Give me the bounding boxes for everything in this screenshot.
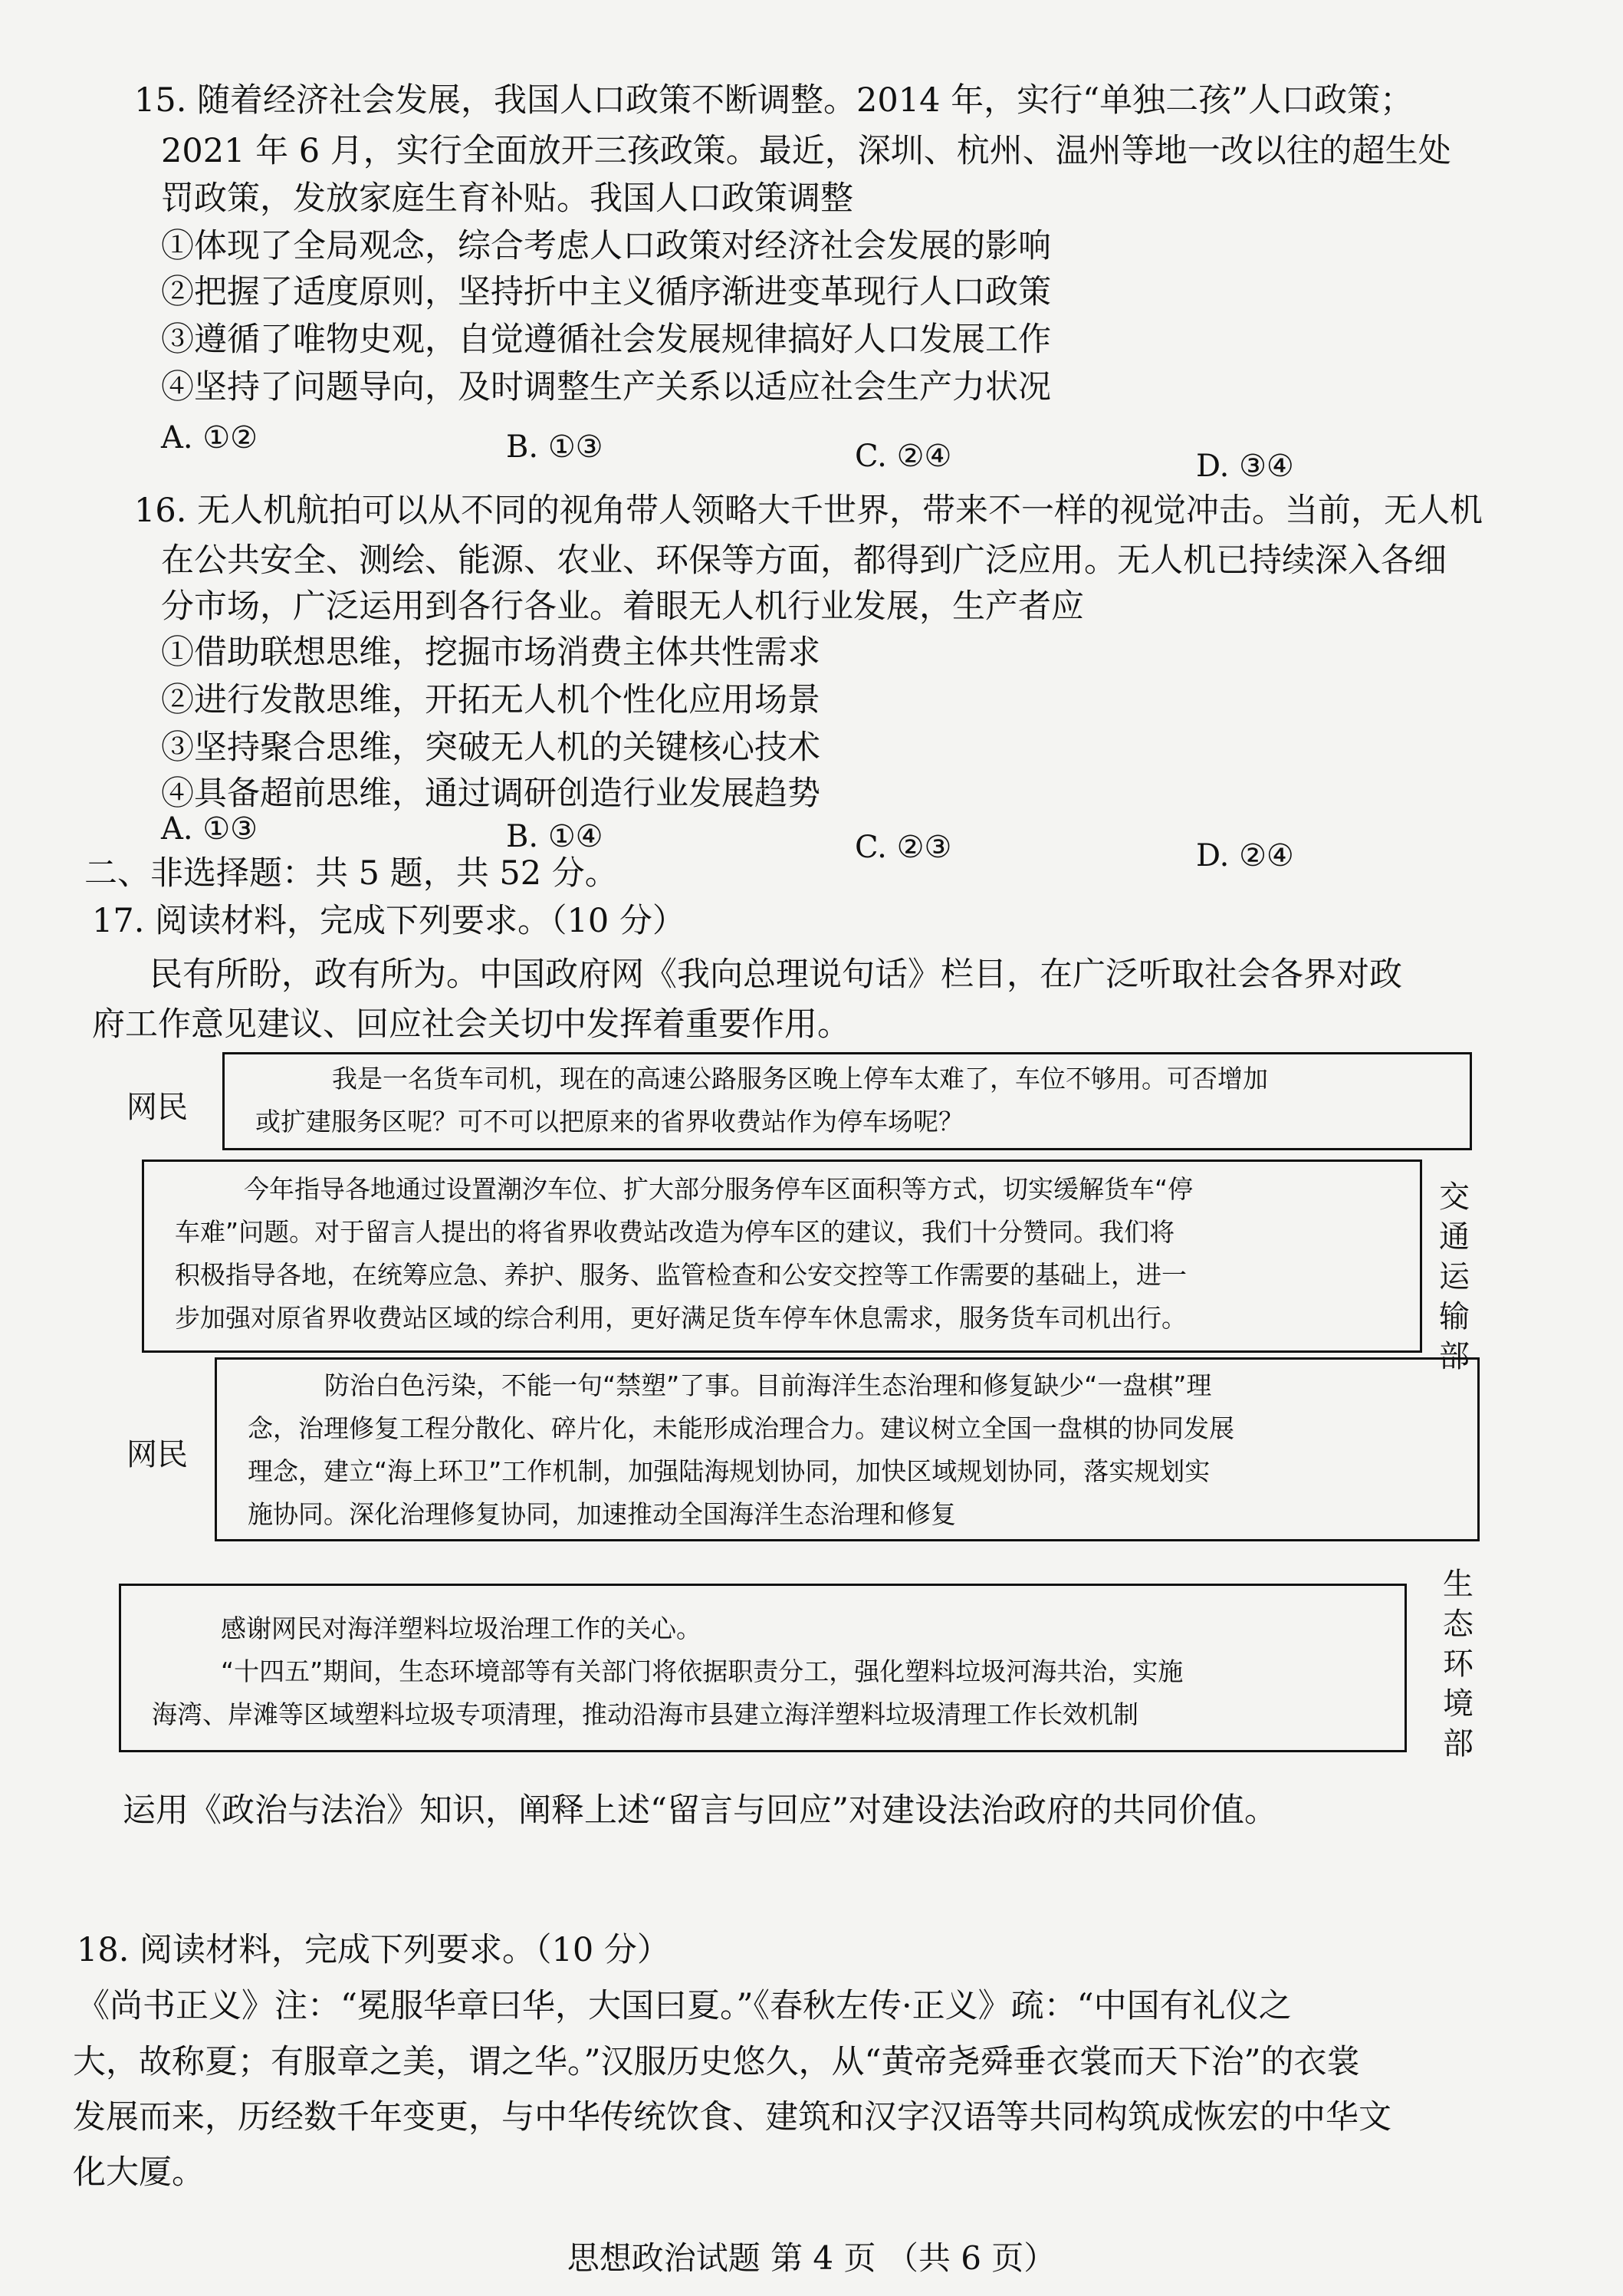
q17-task: 运用《政治与法治》知识，阐释上述“留言与回应”对建设法治政府的共同价值。 [123,1791,1277,1830]
q15-statement: ③遵循了唯物史观，自觉遵循社会发展规律搞好人口发展工作 [161,321,1051,359]
q16-statement: ①借助联想思维，挖掘市场消费主体共性需求 [161,633,820,672]
dept-label: 生态环境部 [1443,1567,1474,1761]
page-footer: 思想政治试题 第 4 页 （共 6 页） [567,2239,1056,2277]
q17-intro: 民有所盼，政有所为。中国政府网《我向总理说句话》栏目，在广泛听取社会各界对政 [149,956,1402,994]
netizen-message-1 [222,1052,1472,1150]
reply-line: 海湾、岸滩等区域塑料垃圾专项清理，推动沿海市县建立海洋塑料垃圾清理工作长效机制 [152,1699,1138,1729]
q15-option-a: A. ①② [161,420,258,456]
q16-option-c: C. ②③ [855,830,952,865]
message-line: 防治白色污染，不能一句“禁塑”了事。目前海洋生态治理和修复缺少“一盘棋”理 [324,1370,1212,1400]
q15-option-d: D. ③④ [1196,449,1294,484]
reply-line: 积极指导各地，在统筹应急、养护、服务、监管检查和公安交控等工作需要的基础上，进一 [175,1260,1187,1290]
reply-line: “十四五”期间，生态环境部等有关部门将依据职责分工，强化塑料垃圾河海共治，实施 [221,1656,1184,1686]
q16-statement: ③坚持聚合思维，突破无人机的关键核心技术 [161,729,820,767]
q16-line: 16. 无人机航拍可以从不同的视角带人领略大千世界，带来不一样的视觉冲击。当前，无人机 [134,492,1483,530]
q15-statement: ②把握了适度原则，坚持折中主义循序渐进变革现行人口政策 [161,273,1051,311]
q15-line: 罚政策，发放家庭生育补贴。我国人口政策调整 [161,179,853,218]
message-line: 我是一名货车司机，现在的高速公路服务区晚上停车太难了，车位不够用。可否增加 [332,1064,1268,1094]
netizen-label: 网民 [126,1090,188,1125]
reply-line: 感谢网民对海洋塑料垃圾治理工作的关心。 [221,1613,701,1643]
q17-heading: 17. 阅读材料，完成下列要求。（10 分） [92,902,685,940]
q15-statement: ④坚持了问题导向，及时调整生产关系以适应社会生产力状况 [161,368,1051,406]
q16-option-d: D. ②④ [1196,838,1294,873]
q18-line: 大，故称夏；有服章之美，谓之华。”汉服历史悠久，从“黄帝尧舜垂衣裳而天下治”的衣裳 [73,2043,1360,2081]
q16-statement: ④具备超前思维，通过调研创造行业发展趋势 [161,775,820,813]
reply-box-1 [142,1160,1422,1353]
message-line: 理念，建立“海上环卫”工作机制，加强陆海规划协同，加快区域规划协同，落实规划实 [248,1456,1211,1486]
q15-option-b: B. ①③ [506,429,603,465]
reply-line: 今年指导各地通过设置潮汐车位、扩大部分服务停车区面积等方式，切实缓解货车“停 [244,1174,1194,1204]
q18-line: 化大厦。 [73,2153,205,2192]
q15-line: 2021 年 6 月，实行全面放开三孩政策。最近，深圳、杭州、温州等地一改以往的超生处 [161,132,1451,170]
reply-box-2 [119,1584,1407,1752]
dept-label: 交通运输部 [1439,1179,1470,1374]
q15-option-c: C. ②④ [855,439,952,474]
netizen-message-2 [215,1357,1480,1541]
q16-statement: ②进行发散思维，开拓无人机个性化应用场景 [161,681,820,719]
message-line: 施协同。深化治理修复协同，加速推动全国海洋生态治理和修复 [248,1499,956,1529]
q16-line: 分市场，广泛运用到各行各业。着眼无人机行业发展，生产者应 [161,587,1084,626]
message-line: 念，治理修复工程分散化、碎片化，未能形成治理合力。建议树立全国一盘棋的协同发展 [248,1413,1234,1443]
message-line: 或扩建服务区呢？可不可以把原来的省界收费站作为停车场呢？ [255,1107,964,1136]
section-heading: 二、非选择题：共 5 题，共 52 分。 [84,854,618,893]
reply-line: 车难”问题。对于留言人提出的将省界收费站改造为停车区的建议，我们十分赞同。我们将 [175,1217,1175,1247]
q18-line: 发展而来，历经数千年变更，与中华传统饮食、建筑和汉字汉语等共同构筑成恢宏的中华文 [73,2098,1391,2136]
q15-statement: ①体现了全局观念，综合考虑人口政策对经济社会发展的影响 [161,227,1051,265]
q15-line: 15. 随着经济社会发展，我国人口政策不断调整。2014 年，实行“单独二孩”人口政策； [134,81,1414,120]
q16-option-b: B. ①④ [506,819,603,854]
q16-option-a: A. ①③ [161,811,258,847]
q17-intro: 府工作意见建议、回应社会关切中发挥着重要作用。 [92,1005,850,1044]
netizen-label: 网民 [126,1437,188,1472]
q16-line: 在公共安全、测绘、能源、农业、环保等方面，都得到广泛应用。无人机已持续深入各细 [161,541,1447,580]
q18-line: 《尚书正义》注：“冕服华章曰华，大国曰夏。”《春秋左传·正义》疏：“中国有礼仪之 [77,1987,1292,2025]
reply-line: 步加强对原省界收费站区域的综合利用，更好满足货车停车休息需求，服务货车司机出行。 [175,1303,1187,1333]
q18-heading: 18. 阅读材料，完成下列要求。（10 分） [77,1931,670,1969]
